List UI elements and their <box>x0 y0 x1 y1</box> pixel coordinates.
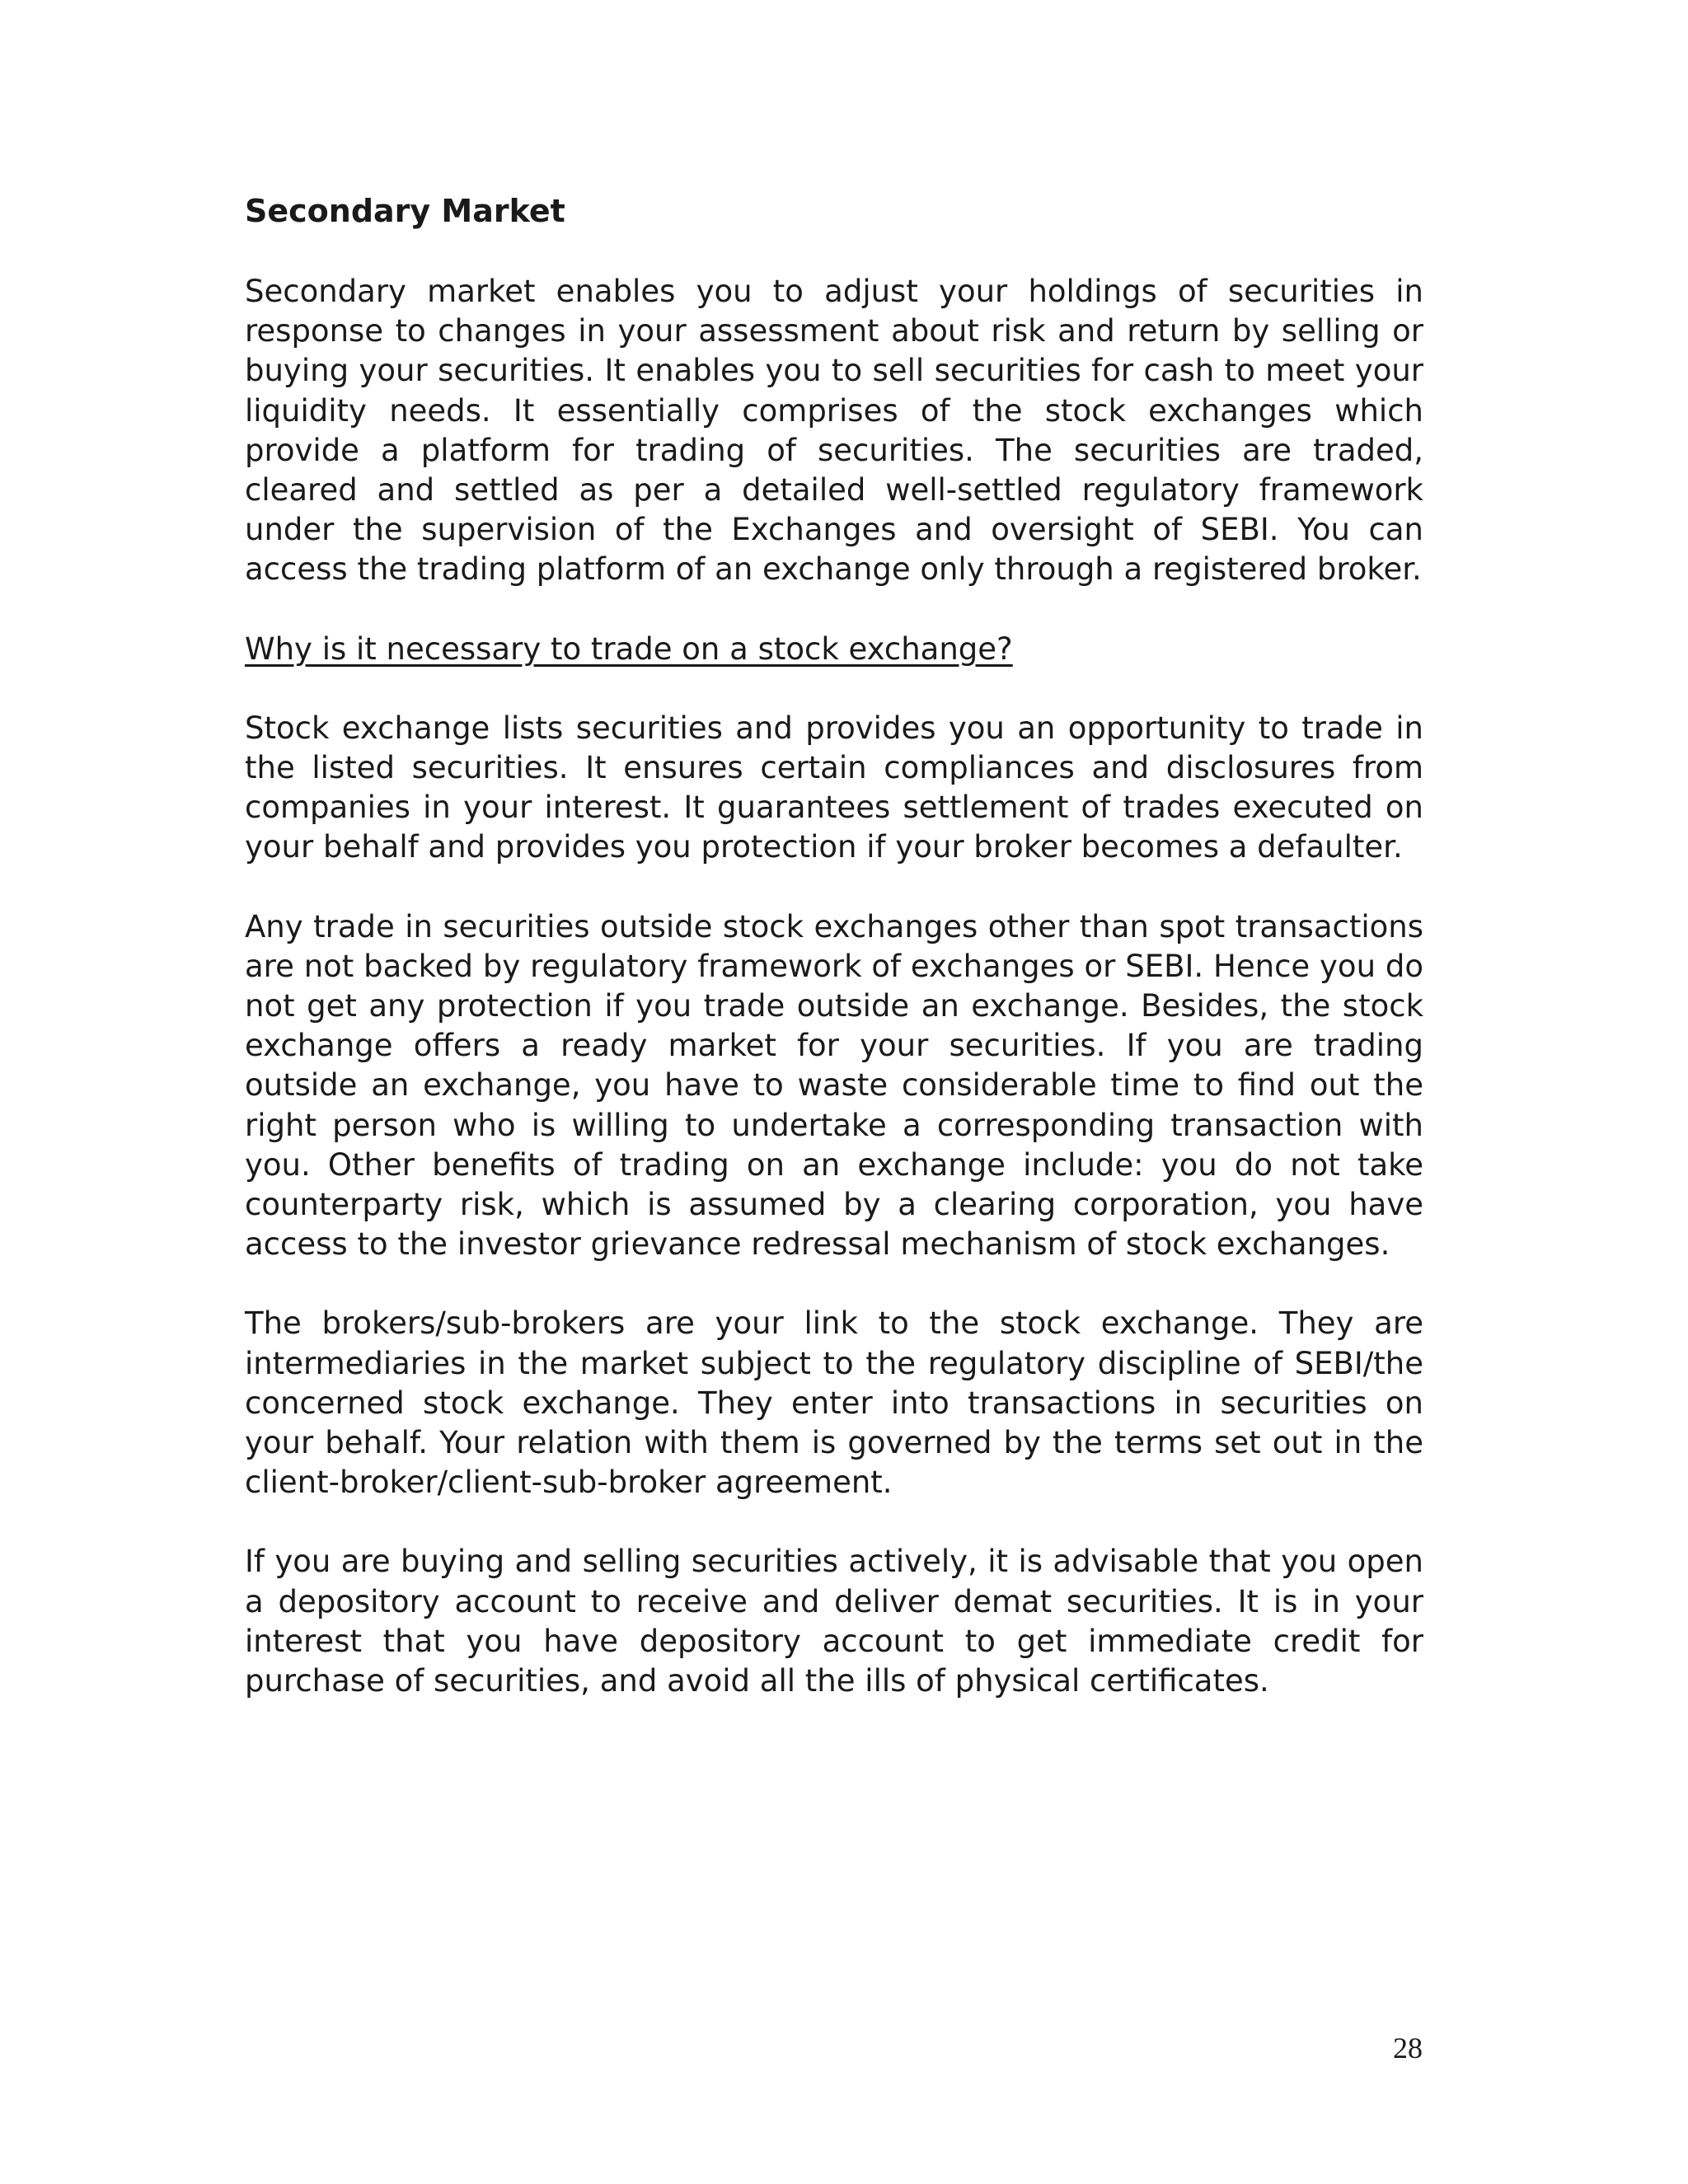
page-number: 28 <box>1393 2032 1423 2064</box>
paragraph-outside-exchange: Any trade in securities outside stock exchanges other than spot transactions are not backed by regulatory framework of exchanges or SEBI. Hence you do not get any protection if you trade outside an exchange. Besides, the stock exchange offers a ready market for your securities. If you are trading outside an exchange, you have to waste considerable time to find out the right person who is willing to undertake a corresponding transaction with you. Other benefits of trading on an exchange include: you do not take counterparty risk, which is assumed by a clearing corporation, you have access to the investor grievance redressal mechanism of stock exchanges. <box>245 908 1423 1263</box>
paragraph-stock-exchange: Stock exchange lists securities and provides you an opportunity to trade in the listed securities. It ensures certain compliances and disclosures from companies in your interest. It guarantees settlement of trades executed on your behalf and provides you protection if your broker becomes a defaulter. <box>245 710 1423 865</box>
page-content <box>245 191 1423 1741</box>
paragraph-depository: If you are buying and selling securities actively, it is advisable that you open a depository account to receive and deliver demat securities. It is in your interest that you have depository account to get immediate credit for purchase of securities, and avoid all the ills of physical certificates. <box>245 1544 1423 1699</box>
paragraph-brokers: The brokers/sub-brokers are your link to the stock exchange. They are intermediaries in the market subject to the regulatory discipline of SEBI/the concerned stock exchange. They enter into transactions in securities on your behalf. Your relation with them is governed by the terms set out in the client-broker/client-sub-broker agreement. <box>245 1305 1423 1501</box>
section-heading: Secondary Market <box>245 193 565 229</box>
paragraph-secondary-market: Secondary market enables you to adjust your holdings of securities in response to changes in your assessment about risk and return by selling or buying your securities. It enables you to sell securities for cash to meet your liquidity needs. It essentially comprises of the stock exchanges which provide a platform for trading of securities. The securities are traded, cleared and settled as per a detailed well-settled regulatory framework under the supervision of the Exchanges and oversight of SEBI. You can access the trading platform of an exchange only through a registered broker. <box>245 274 1423 588</box>
subheading-why-trade: Why is it necessary to trade on a stock exchange? <box>245 630 1013 667</box>
